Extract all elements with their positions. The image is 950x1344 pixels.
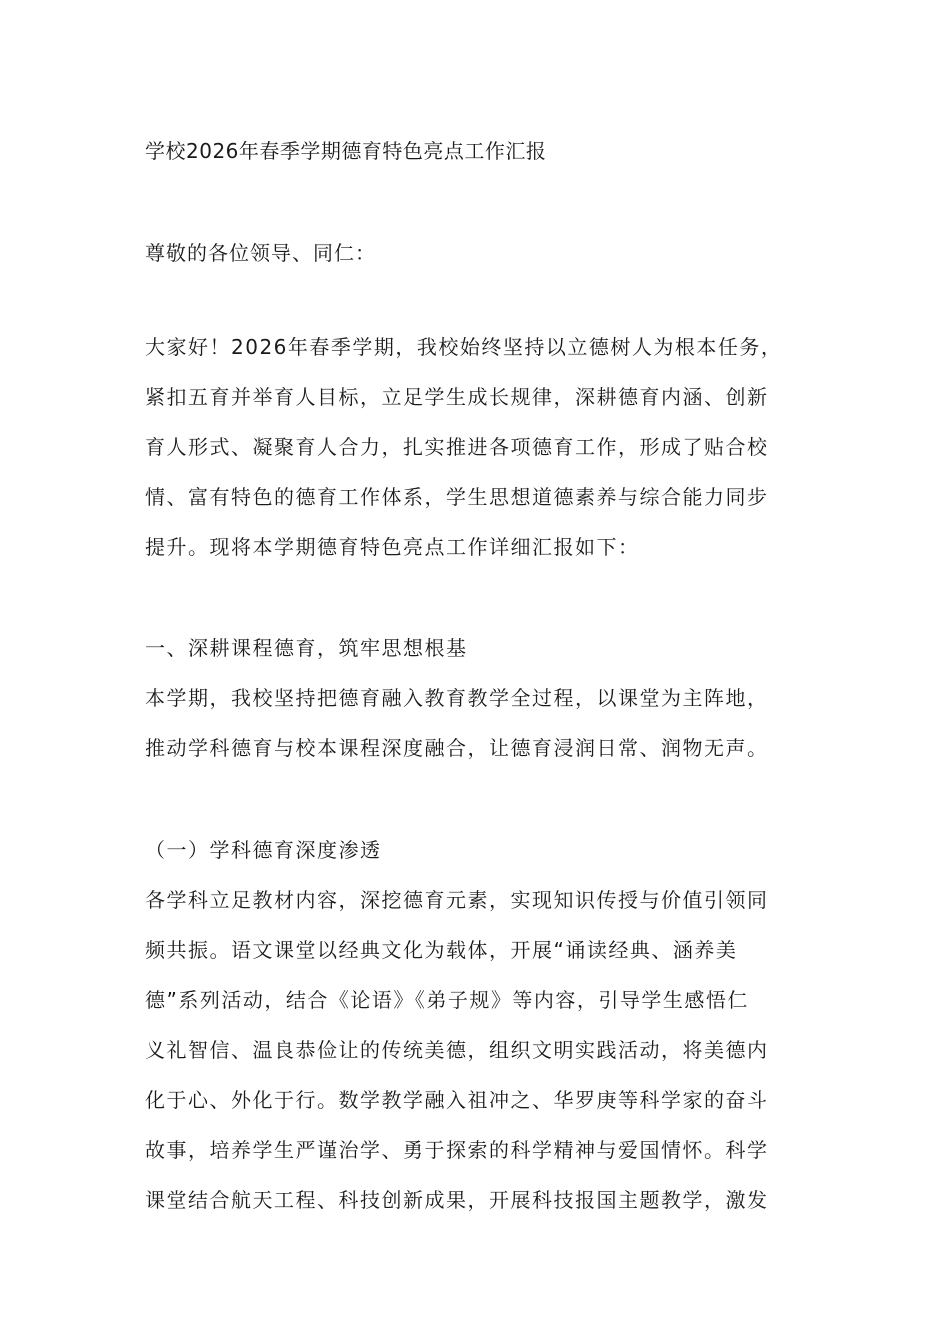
paragraph-line: 化于心、外化于行。数学教学融入祖冲之、华罗庚等科学家的奋斗 [145,1088,769,1112]
paragraph-line: 提升。现将本学期德育特色亮点工作详细汇报如下： [145,535,640,559]
paragraph-line: 情、富有特色的德育工作体系，学生思想道德素养与综合能力同步 [145,485,769,509]
paragraph-line: 本学期，我校坚持把德育融入教育教学全过程，以课堂为主阵地， [145,686,769,710]
paragraph-line: 紧扣五育并举育人目标，立足学生成长规律，深耕德育内涵、创新 [145,385,769,409]
section-one [145,623,810,773]
paragraph-line: 大家好！2026年春季学期，我校始终坚持以立德树人为根本任务， [145,335,783,359]
intro-paragraph [145,322,810,572]
document-title: 学校2026年春季学期德育特色亮点工作汇报 [145,139,547,163]
paragraph-line: 各学科立足教材内容，深挖德育元素，实现知识传授与价值引领同 [145,888,769,912]
subsection-heading: （一）学科德育深度渗透 [145,838,382,862]
paragraph-line: 频共振。语文课堂以经典文化为载体，开展“诵读经典、涵养美 [145,938,738,962]
paragraph-line: 义礼智信、温良恭俭让的传统美德，组织文明实践活动，将美德内 [145,1038,769,1062]
paragraph-line: 育人形式、凝聚育人合力，扎实推进各项德育工作，形成了贴合校 [145,435,769,459]
paragraph-line: 故事，培养学生严谨治学、勇于探索的科学精神与爱国情怀。科学 [145,1138,769,1162]
subsection-one [145,825,810,1225]
section-heading: 一、深耕课程德育，筑牢思想根基 [145,636,468,660]
paragraph-line: 德”系列活动，结合《论语》《弟子规》等内容，引导学生感悟仁 [145,988,749,1012]
salutation: 尊敬的各位领导、同仁： [145,241,376,265]
paragraph-line: 课堂结合航天工程、科技创新成果，开展科技报国主题教学，激发 [145,1188,769,1212]
paragraph-line: 推动学科德育与校本课程深度融合，让德育浸润日常、润物无声。 [145,736,769,760]
